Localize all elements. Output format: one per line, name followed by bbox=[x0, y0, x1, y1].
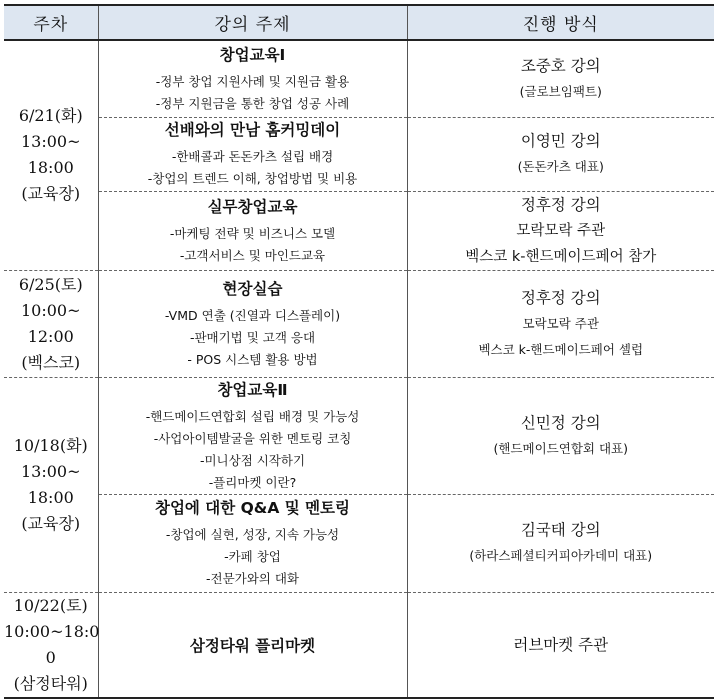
topic-detail: -플리마켓 이란? bbox=[208, 474, 297, 490]
topic-detail: -고객서비스 및 마인드교육 bbox=[179, 247, 326, 263]
method-cell bbox=[407, 377, 714, 494]
topic-title: 창업교육Ⅱ bbox=[217, 380, 288, 399]
session-when: 10/18(화) 13:00~ 18:00 (교육장) bbox=[4, 377, 98, 592]
topic-cell bbox=[98, 270, 407, 377]
topic-detail: -판매기법 및 고객 응대 bbox=[189, 329, 316, 345]
topic-title: 실무창업교육 bbox=[207, 197, 298, 216]
table-row bbox=[4, 494, 714, 592]
affiliation: (글로브임팩트) bbox=[519, 83, 602, 99]
method-cell bbox=[407, 592, 714, 698]
topic-detail: -VMD 연출 (진열과 디스플레이) bbox=[164, 307, 341, 323]
session-when: 6/21(화) 13:00~ 18:00 (교육장) bbox=[4, 40, 98, 270]
lecturer: 이영민 강의 bbox=[520, 132, 601, 150]
topic-detail: -카페 창업 bbox=[224, 549, 281, 564]
session-when: 10/22(토) 10:00~18:0 0 (삼정타워) bbox=[4, 592, 98, 698]
table-row bbox=[4, 191, 714, 270]
topic-cell bbox=[98, 592, 407, 698]
topic-detail: -창업에 실현, 성장, 지속 가능성 bbox=[165, 527, 340, 542]
event: 벡스코 k-핸드메이드페어 참가 bbox=[465, 248, 657, 265]
affiliation: (돈돈카츠 대표) bbox=[517, 159, 604, 174]
method-cell bbox=[407, 40, 714, 117]
topic-detail: -정부 지원금을 통한 창업 성공 사례 bbox=[155, 95, 350, 111]
organizer: 모락모락 주관 bbox=[516, 222, 606, 239]
header-row bbox=[4, 5, 714, 40]
lecturer: 조중호 강의 bbox=[520, 56, 601, 75]
topic-detail: -미니상점 시작하기 bbox=[199, 452, 306, 468]
table-row bbox=[4, 270, 714, 377]
schedule-table bbox=[4, 4, 714, 699]
organizer: 러브마켓 주관 bbox=[513, 635, 609, 654]
topic-cell bbox=[98, 191, 407, 270]
affiliation: (하라스페셜티커피아카데미 대표) bbox=[469, 548, 653, 563]
topic-detail: -사업아이템발굴을 위한 멘토링 코칭 bbox=[153, 430, 352, 446]
method-cell bbox=[407, 494, 714, 592]
topic-cell bbox=[98, 40, 407, 117]
lecturer: 정후정 강의 bbox=[520, 288, 601, 307]
session-when: 6/25(토) 10:00~ 12:00 (벡스코) bbox=[4, 270, 98, 377]
topic-title: 선배와의 만남 홈커밍데이 bbox=[164, 121, 341, 139]
affiliation: (핸드메이드연합회 대표) bbox=[493, 440, 628, 456]
table-row bbox=[4, 117, 714, 191]
header-week: 주차 bbox=[4, 5, 98, 40]
lecturer: 신민정 강의 bbox=[520, 413, 601, 432]
event: 벡스코 k-핸드메이드페어 셀럽 bbox=[478, 341, 644, 357]
topic-title: 창업교육Ⅰ bbox=[219, 45, 286, 64]
header-method: 진행 방식 bbox=[407, 5, 714, 40]
topic-cell bbox=[98, 117, 407, 191]
topic-title: 현장실습 bbox=[222, 279, 283, 298]
topic-detail: - POS 시스템 활용 방법 bbox=[187, 351, 318, 367]
method-cell bbox=[407, 191, 714, 270]
topic-cell bbox=[98, 494, 407, 592]
table-row bbox=[4, 377, 714, 494]
table-row bbox=[4, 592, 714, 698]
method-cell bbox=[407, 270, 714, 377]
organizer: 모락모락 주관 bbox=[522, 315, 599, 331]
header-topic: 강의 주제 bbox=[98, 5, 407, 40]
topic-detail: -창업의 트렌드 이해, 창업방법 및 비용 bbox=[147, 171, 358, 186]
topic-title: 창업에 대한 Q&A 및 멘토링 bbox=[154, 499, 351, 517]
topic-detail: -전문가와의 대화 bbox=[205, 571, 299, 586]
topic-detail: -핸드메이드연합회 설립 배경 및 가능성 bbox=[145, 408, 360, 424]
table-row bbox=[4, 40, 714, 117]
topic-detail: -정부 창업 지원사례 및 지원금 활용 bbox=[155, 73, 350, 89]
topic-detail: -마케팅 전략 및 비즈니스 모델 bbox=[169, 225, 336, 241]
topic-detail: -한배콜과 돈돈카츠 설립 배경 bbox=[171, 149, 334, 164]
method-cell bbox=[407, 117, 714, 191]
topic-title: 삼정타워 플리마켓 bbox=[189, 636, 316, 655]
lecturer: 김국태 강의 bbox=[520, 521, 601, 539]
lecturer: 정후정 강의 bbox=[520, 195, 601, 214]
topic-cell bbox=[98, 377, 407, 494]
